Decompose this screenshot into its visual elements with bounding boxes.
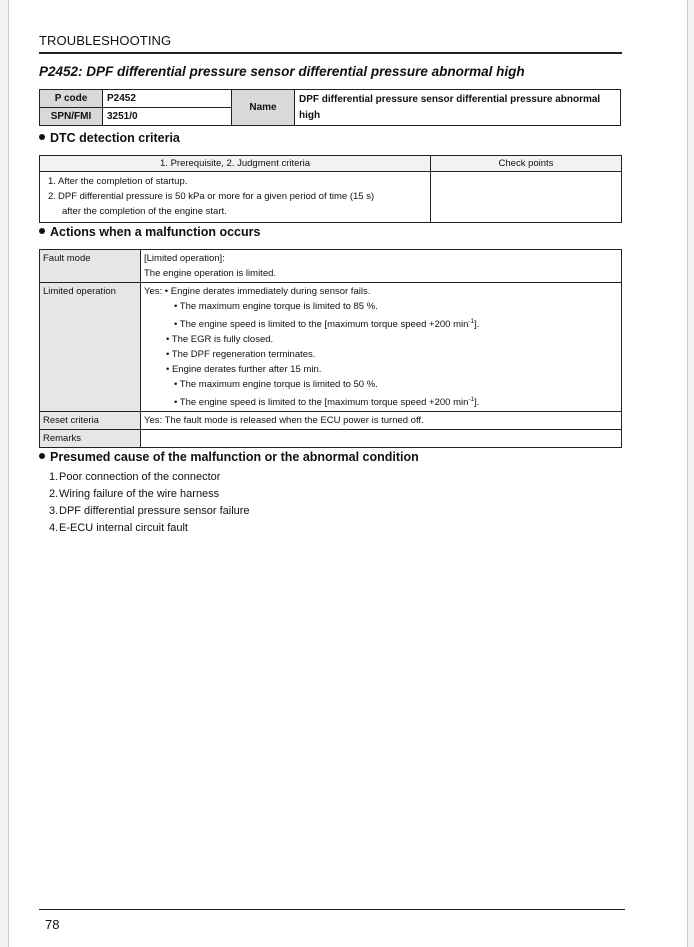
dtc-check-points-cell [431,172,622,223]
dtc-heading: DTC detection criteria [39,131,180,145]
list-item: 2. DPF differential pressure is 50 kPa or more for a given period of time (15 s) [48,191,375,202]
name-value: DPF differential pressure sensor differential pressure abnormal high [295,90,621,126]
bullet-icon [39,134,45,140]
causes-heading: Presumed cause of the malfunction or the abnormal condition [39,450,419,464]
list-item: after the completion of the engine start. [62,206,227,217]
dtc-table [39,155,622,223]
page-number: 78 [45,917,60,932]
page-title: P2452: DPF differential pressure sensor differential pressure abnormal high [39,64,525,79]
dtc-criteria-cell [40,172,431,223]
remarks-label: Remarks [40,430,141,448]
list-item: 3.DPF differential pressure sensor failure [49,505,250,517]
causes-list [49,469,250,537]
document-page [8,0,688,947]
list-item: 1.Poor connection of the connector [49,471,221,483]
bullet-icon [39,453,45,459]
section-header: TROUBLESHOOTING [39,33,172,48]
reset-criteria-value: Yes: The fault mode is released when the ECU power is turned off. [141,412,622,430]
actions-heading: Actions when a malfunction occurs [39,225,260,239]
list-item: 2.Wiring failure of the wire harness [49,488,220,500]
list-item: 4.E-ECU internal circuit fault [49,522,188,534]
spn-fmi-value: 3251/0 [103,108,232,126]
p-code-value: P2452 [103,90,232,108]
limited-operation-value: Yes: • Engine derates immediately during sensor fails. • The maximum engine torque is limited to 85 %. • The engine speed is limited to the [maximum torque speed +200 $\min^{-1}$]. • The EGR is fully closed. • The DPF regeneration terminates. • Engine derates further after 15 min. • The maximum engine torque is limited to 50 %. • The engine speed is limited to the [maximum torque speed +200 $\min^{-1}$]. [141,283,622,412]
reset-criteria-label: Reset criteria [40,412,141,430]
code-table [39,89,621,126]
p-code-label: P code [40,90,103,108]
fault-mode-value: [Limited operation]: The engine operation is limited. [141,250,622,283]
remarks-value [141,430,622,448]
dtc-col-check-points: Check points [431,156,622,172]
footer-rule [39,909,625,910]
limited-operation-label: Limited operation [40,283,141,412]
spn-fmi-label: SPN/FMI [40,108,103,126]
list-item: 1. After the completion of startup. [48,176,188,187]
header-rule [39,52,622,54]
fault-mode-label: Fault mode [40,250,141,283]
bullet-icon [39,228,45,234]
dtc-col-criteria: 1. Prerequisite, 2. Judgment criteria [40,156,431,172]
name-label: Name [232,90,295,126]
actions-table [39,249,622,448]
